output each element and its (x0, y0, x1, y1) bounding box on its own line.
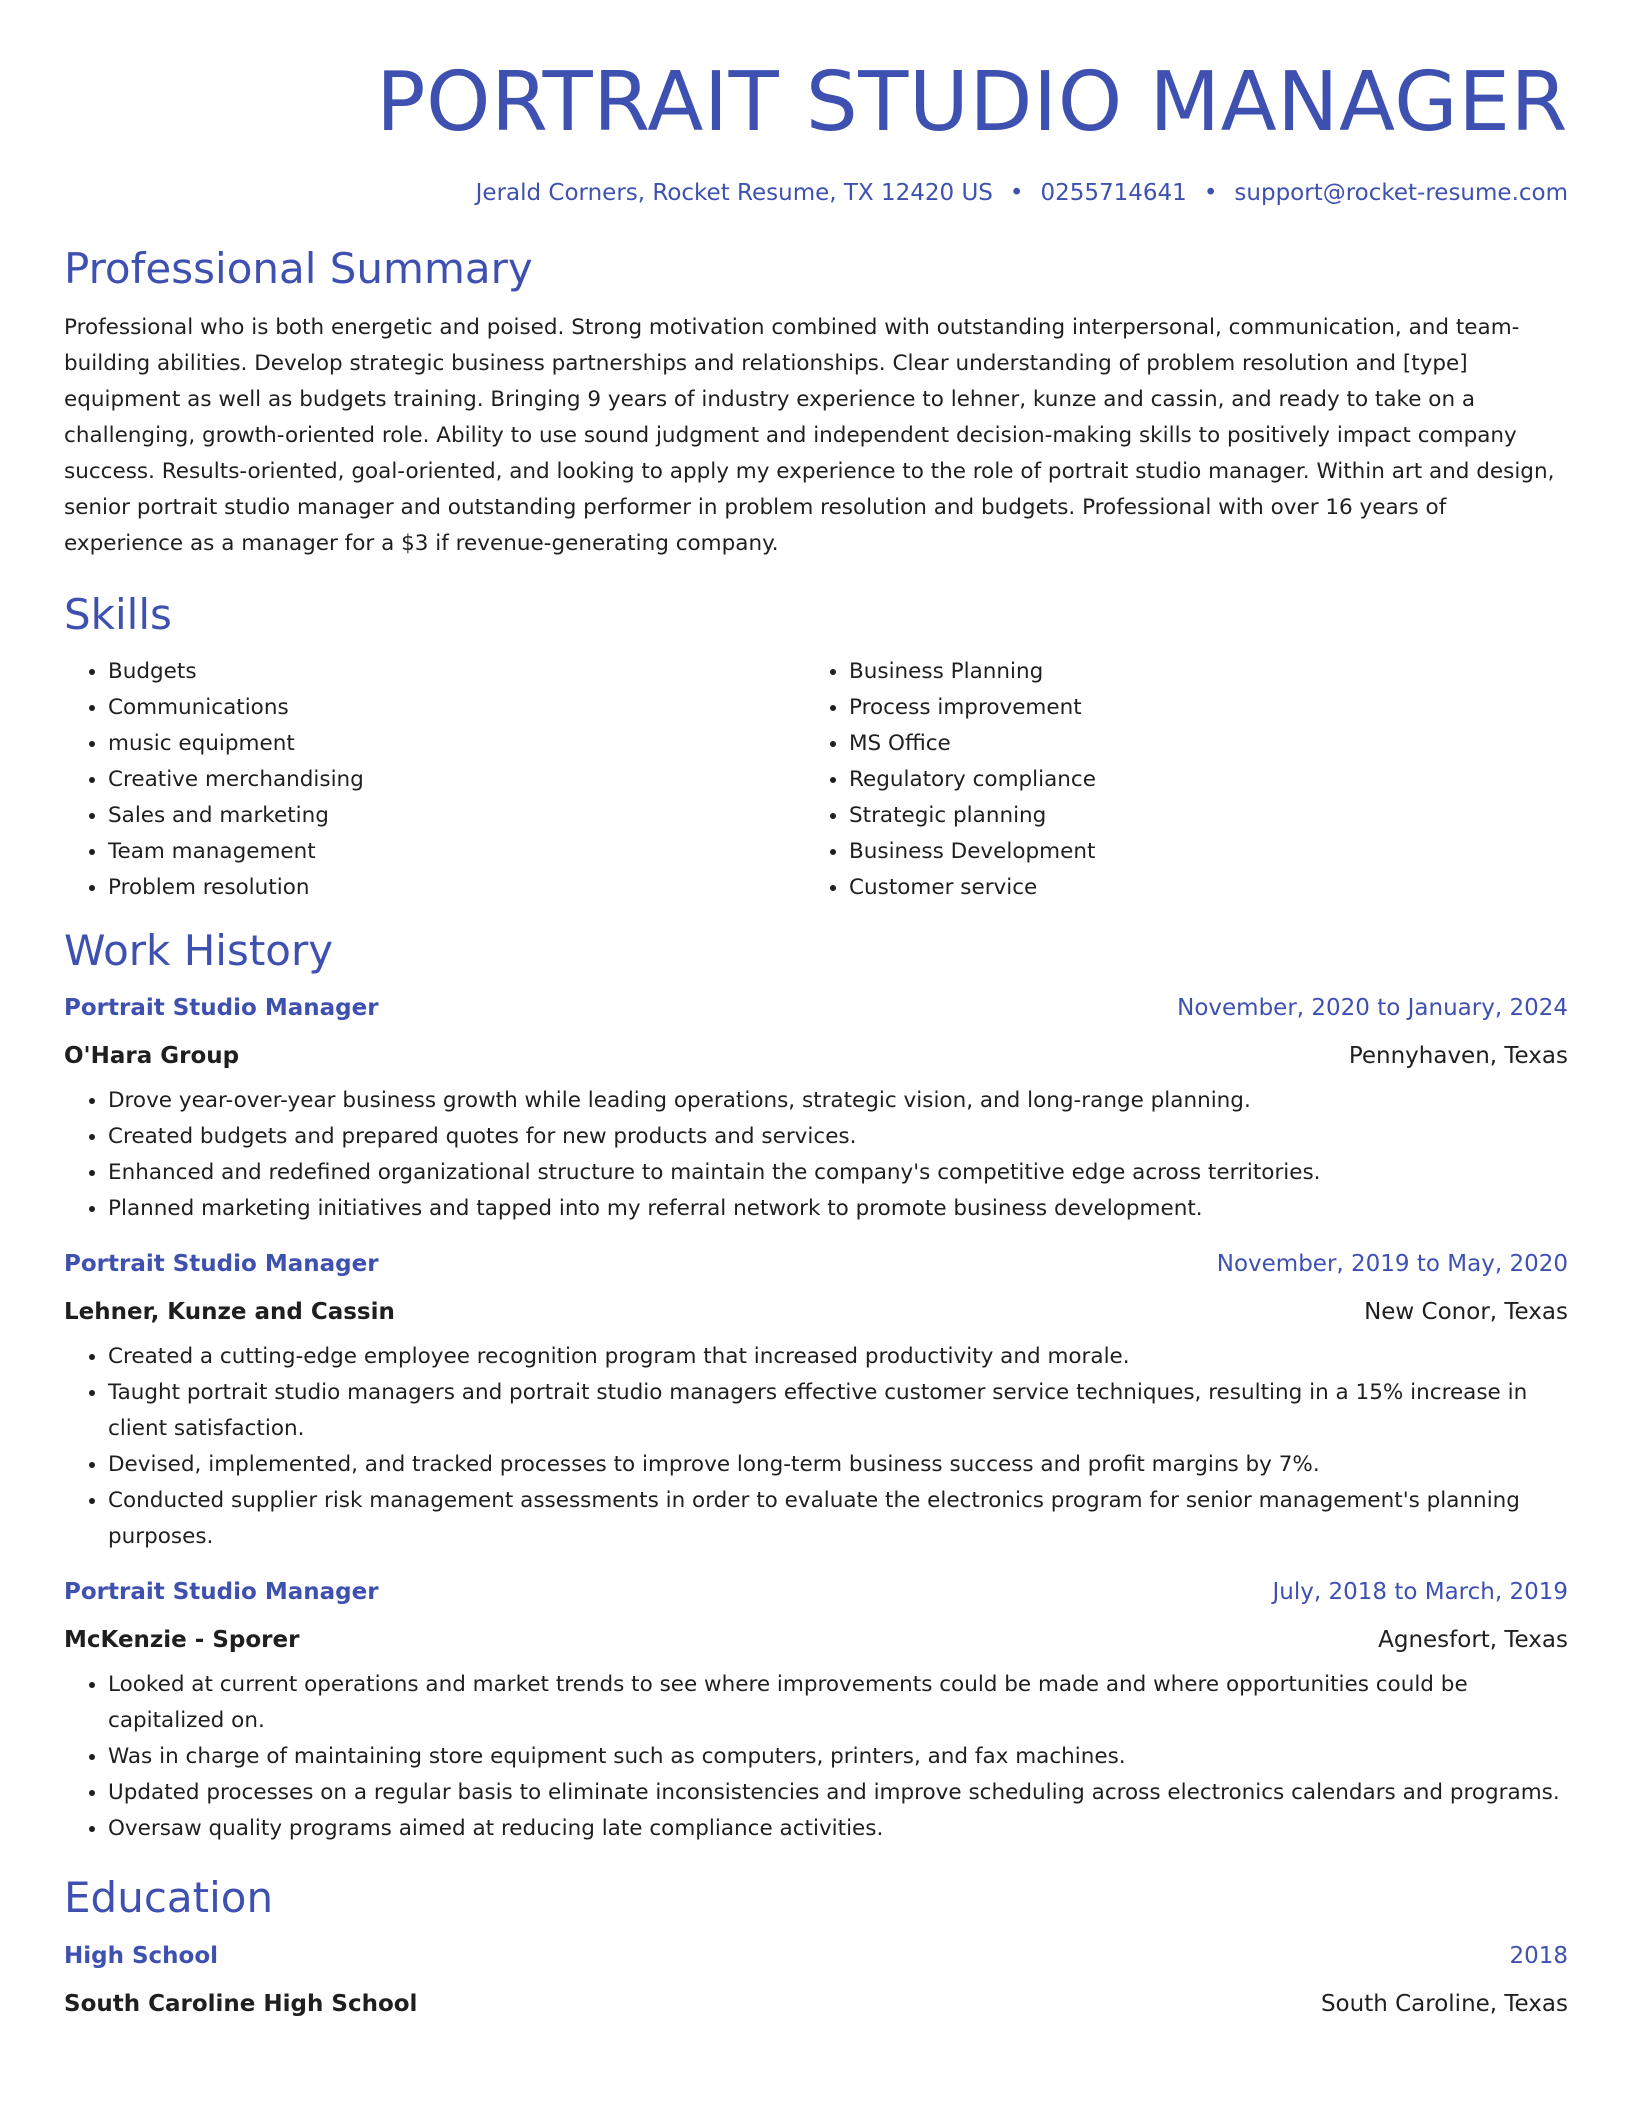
skill-item: • Team management (108, 834, 805, 870)
skill-item: • Customer service (849, 870, 1546, 906)
education-degree: High School (64, 1942, 219, 1969)
job-bullets (64, 1083, 1568, 1227)
job-bullet: • Created a cutting-edge employee recognition program that increased productivity and morale. (108, 1339, 1568, 1375)
job-subheader (64, 1287, 1568, 1325)
job-title: Portrait Studio Manager (64, 1578, 379, 1605)
job-dates: November, 2020 to January, 2024 (1177, 994, 1568, 1021)
skill-item: • Business Development (849, 834, 1546, 870)
contact-phone: 0255714641 (1040, 180, 1187, 206)
job-bullet: • Drove year-over-year business growth while leading operations, strategic vision, and long-range planning. (108, 1083, 1568, 1119)
contact-separator: • (1009, 180, 1024, 206)
job-bullet: • Devised, implemented, and tracked processes to improve long-term business success and profit margins by 7%. (108, 1447, 1568, 1483)
skill-item: • Creative merchandising (108, 762, 805, 798)
job-bullet: • Updated processes on a regular basis to eliminate inconsistencies and improve scheduling across electronics calendars and programs. (108, 1775, 1568, 1811)
job-bullet: • Looked at current operations and market trends to see where improvements could be made and where opportunities could be capitalized on. (108, 1667, 1568, 1739)
job-company: Lehner, Kunze and Cassin (64, 1298, 395, 1325)
job-location: New Conor, Texas (1364, 1298, 1568, 1325)
job-bullet: • Planned marketing initiatives and tapped into my referral network to promote business development. (108, 1191, 1568, 1227)
job-entry (64, 995, 1568, 1227)
job-header (64, 995, 1568, 1021)
skill-item: • Business Planning (849, 654, 1546, 690)
work-history-heading: Work History (64, 926, 334, 976)
job-bullet: • Taught portrait studio managers and portrait studio managers effective customer service techniques, resulting in a 15% increase in client satisfaction. (108, 1375, 1568, 1447)
skill-item: • MS Office (849, 726, 1546, 762)
skill-item: • Problem resolution (108, 870, 805, 906)
education-school: South Caroline High School (64, 1990, 418, 2017)
job-bullets (64, 1667, 1568, 1847)
job-bullet: • Enhanced and redefined organizational structure to maintain the company's competitive edge across territories. (108, 1155, 1568, 1191)
skill-item: • Process improvement (849, 690, 1546, 726)
skill-item: • Regulatory compliance (849, 762, 1546, 798)
summary-text: Professional who is both energetic and poised. Strong motivation combined with outstanding interpersonal, communication, and team-building abilities. Develop strategic business partnerships and relationships. Clear understanding of problem resolution and [type] equipment as well as budgets training. Bringing 9 years of industry experience to lehner, kunze and cassin, and ready to take on a challenging, growth-oriented role. Ability to use sound judgment and independent decision-making skills to positively impact company success. Results-oriented, goal-oriented, and looking to apply my experience to the role of portrait studio manager. Within art and design, senior portrait studio manager and outstanding performer in problem resolution and budgets. Professional with over 16 years of experience as a manager for a $3 if revenue-generating company. (64, 315, 1555, 557)
job-header (64, 1251, 1568, 1277)
job-bullet: • Was in charge of maintaining store equipment such as computers, printers, and fax machines. (108, 1739, 1568, 1775)
education-heading: Education (64, 1872, 274, 1922)
education-location: South Caroline, Texas (1320, 1990, 1568, 2017)
skill-item: • music equipment (108, 726, 805, 762)
job-header (64, 1579, 1568, 1605)
education-entry (64, 1943, 1568, 2017)
skills-column-left (64, 654, 805, 906)
job-location: Pennyhaven, Texas (1348, 1042, 1568, 1069)
job-subheader (64, 1615, 1568, 1653)
job-bullet: • Conducted supplier risk management assessments in order to evaluate the electronics program for senior management's planning purposes. (108, 1483, 1568, 1555)
resume-name: PORTRAIT STUDIO MANAGER (376, 55, 1568, 150)
job-entry (64, 1579, 1568, 1847)
job-company: McKenzie - Sporer (64, 1626, 300, 1653)
contact-separator: • (1203, 180, 1218, 206)
contact-line (64, 180, 1568, 206)
summary-heading: Professional Summary (64, 244, 533, 293)
skill-item: • Strategic planning (849, 798, 1546, 834)
skill-item: • Communications (108, 690, 805, 726)
job-title: Portrait Studio Manager (64, 1250, 379, 1277)
job-dates: November, 2019 to May, 2020 (1216, 1250, 1568, 1277)
skill-item: • Budgets (108, 654, 805, 690)
job-location: Agnesfort, Texas (1378, 1626, 1568, 1653)
job-bullet: • Oversaw quality programs aimed at reducing late compliance activities. (108, 1811, 1568, 1847)
skills-list (64, 654, 1568, 906)
contact-email: support@rocket-resume.com (1234, 180, 1568, 206)
job-bullets (64, 1339, 1568, 1555)
education-header (64, 1943, 1568, 1969)
skills-heading: Skills (64, 590, 172, 640)
job-title: Portrait Studio Manager (64, 994, 379, 1021)
job-subheader (64, 1031, 1568, 1069)
skills-column-right (805, 654, 1546, 906)
skill-item: • Sales and marketing (108, 798, 805, 834)
job-company: O'Hara Group (64, 1042, 240, 1069)
education-year: 2018 (1509, 1942, 1568, 1969)
contact-address: Jerald Corners, Rocket Resume, TX 12420 US (475, 180, 993, 206)
job-entry (64, 1251, 1568, 1555)
job-bullet: • Created budgets and prepared quotes for new products and services. (108, 1119, 1568, 1155)
job-dates: July, 2018 to March, 2019 (1272, 1578, 1568, 1605)
education-subheader (64, 1979, 1568, 2017)
